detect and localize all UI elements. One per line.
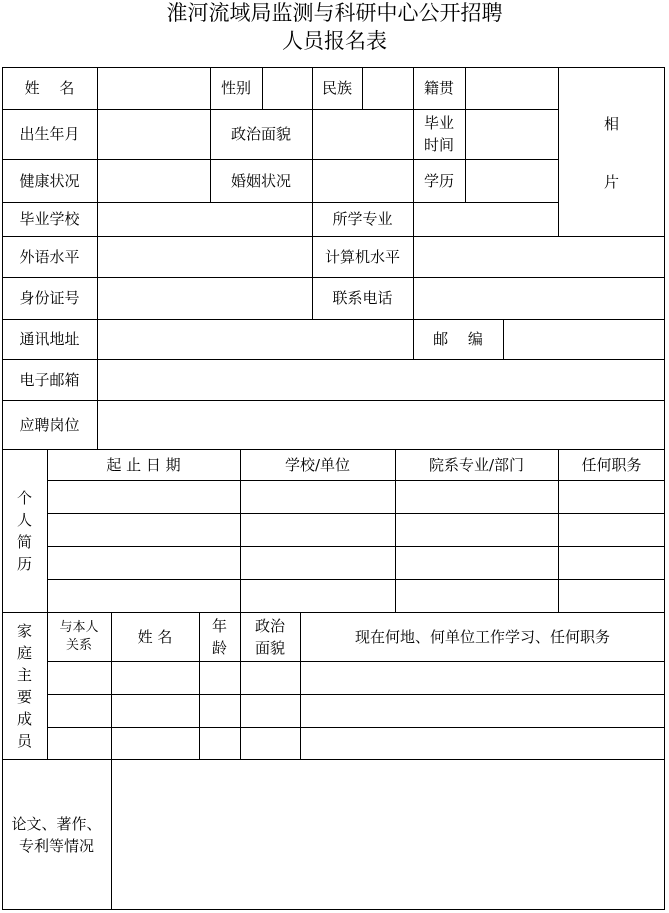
field-position[interactable] xyxy=(97,400,665,449)
field-education[interactable] xyxy=(465,159,558,202)
label-position: 应聘岗位 xyxy=(19,415,80,434)
header-age-1: 年 xyxy=(211,616,227,635)
photo-box[interactable] xyxy=(558,67,665,236)
resume-row[interactable] xyxy=(47,513,665,546)
field-computer[interactable] xyxy=(413,236,665,277)
field-papers[interactable] xyxy=(111,759,665,910)
label-birth-date: 出生年月 xyxy=(19,125,80,143)
field-school[interactable] xyxy=(97,202,312,236)
family-char: 家 xyxy=(16,621,32,640)
label-papers-2: 专利等情况 xyxy=(18,836,94,855)
family-char: 要 xyxy=(16,687,32,706)
field-political-status[interactable] xyxy=(312,109,413,159)
header-relation-1: 与本人 xyxy=(59,619,99,635)
field-postcode[interactable] xyxy=(503,319,665,359)
label-family xyxy=(2,612,47,759)
field-foreign-language[interactable] xyxy=(97,236,312,277)
label-grad-time-1: 毕业 xyxy=(423,114,454,132)
resume-row[interactable] xyxy=(47,546,665,579)
header-age-2: 龄 xyxy=(211,638,227,657)
family-row[interactable] xyxy=(47,727,665,759)
field-grad-time[interactable] xyxy=(465,109,558,159)
resume-char: 简 xyxy=(16,532,32,551)
resume-row[interactable] xyxy=(47,480,665,513)
family-char: 主 xyxy=(16,665,32,684)
family-char: 员 xyxy=(16,731,32,750)
label-papers-1: 论文、著作、 xyxy=(11,814,102,833)
label-photo-2: 片 xyxy=(603,173,619,191)
header-family-name: 姓 名 xyxy=(137,627,173,646)
header-relation xyxy=(47,612,111,661)
label-ethnicity: 民族 xyxy=(321,79,352,97)
label-grad-time xyxy=(413,109,465,159)
label-gender: 性别 xyxy=(220,79,251,97)
label-major: 所学专业 xyxy=(332,210,393,228)
header-age xyxy=(199,612,240,661)
family-row[interactable] xyxy=(47,661,665,694)
resume-char: 历 xyxy=(16,554,32,573)
field-ethnicity[interactable] xyxy=(362,67,413,109)
field-address[interactable] xyxy=(97,319,413,359)
header-family-political xyxy=(240,612,300,661)
label-computer: 计算机水平 xyxy=(324,247,400,266)
label-marital: 婚姻状况 xyxy=(230,171,291,190)
label-health: 健康状况 xyxy=(19,171,80,190)
header-school-unit: 学校/单位 xyxy=(284,455,351,474)
label-grad-time-2: 时间 xyxy=(423,136,454,154)
field-email[interactable] xyxy=(97,359,665,400)
field-marital[interactable] xyxy=(312,159,413,202)
label-email: 电子邮箱 xyxy=(19,370,80,389)
label-resume xyxy=(2,449,47,612)
resume-row[interactable] xyxy=(47,579,665,612)
header-relation-2: 关系 xyxy=(65,637,92,653)
header-date-range: 起 止 日 期 xyxy=(106,455,181,474)
family-row[interactable] xyxy=(47,694,665,727)
field-id-card[interactable] xyxy=(97,277,312,319)
field-phone[interactable] xyxy=(413,277,665,319)
field-birth-date[interactable] xyxy=(97,109,210,159)
field-health[interactable] xyxy=(97,159,210,202)
label-papers xyxy=(2,759,111,910)
resume-char: 人 xyxy=(16,510,32,529)
header-family-political-1: 政治 xyxy=(254,616,285,635)
label-photo-1: 相 xyxy=(603,115,619,133)
label-phone: 联系电话 xyxy=(332,289,393,307)
header-family-political-2: 面貌 xyxy=(254,638,285,657)
header-duty: 任何职务 xyxy=(581,455,642,474)
label-native-place: 籍贯 xyxy=(423,79,454,97)
label-foreign-language: 外语水平 xyxy=(19,247,80,266)
form-subtitle: 人员报名表 xyxy=(282,29,387,53)
field-name[interactable] xyxy=(97,67,210,109)
field-major[interactable] xyxy=(413,202,558,236)
resume-char: 个 xyxy=(16,488,32,507)
family-char: 成 xyxy=(16,709,32,728)
header-work-info: 现在何地、何单位工作学习、任何职务 xyxy=(354,627,610,646)
field-native-place[interactable] xyxy=(465,67,558,109)
label-political-status: 政治面貌 xyxy=(230,125,291,143)
label-name: 姓 名 xyxy=(24,79,75,97)
field-gender[interactable] xyxy=(262,67,312,109)
label-postcode: 邮 编 xyxy=(433,330,483,348)
form-title: 淮河流域局监测与科研中心公开招聘 xyxy=(166,1,503,25)
label-address: 通讯地址 xyxy=(19,330,80,348)
label-school: 毕业学校 xyxy=(19,210,80,228)
label-id-card: 身份证号 xyxy=(19,289,80,307)
header-department: 院系专业/部门 xyxy=(428,455,525,474)
label-education: 学历 xyxy=(423,171,454,190)
family-char: 庭 xyxy=(16,643,32,662)
